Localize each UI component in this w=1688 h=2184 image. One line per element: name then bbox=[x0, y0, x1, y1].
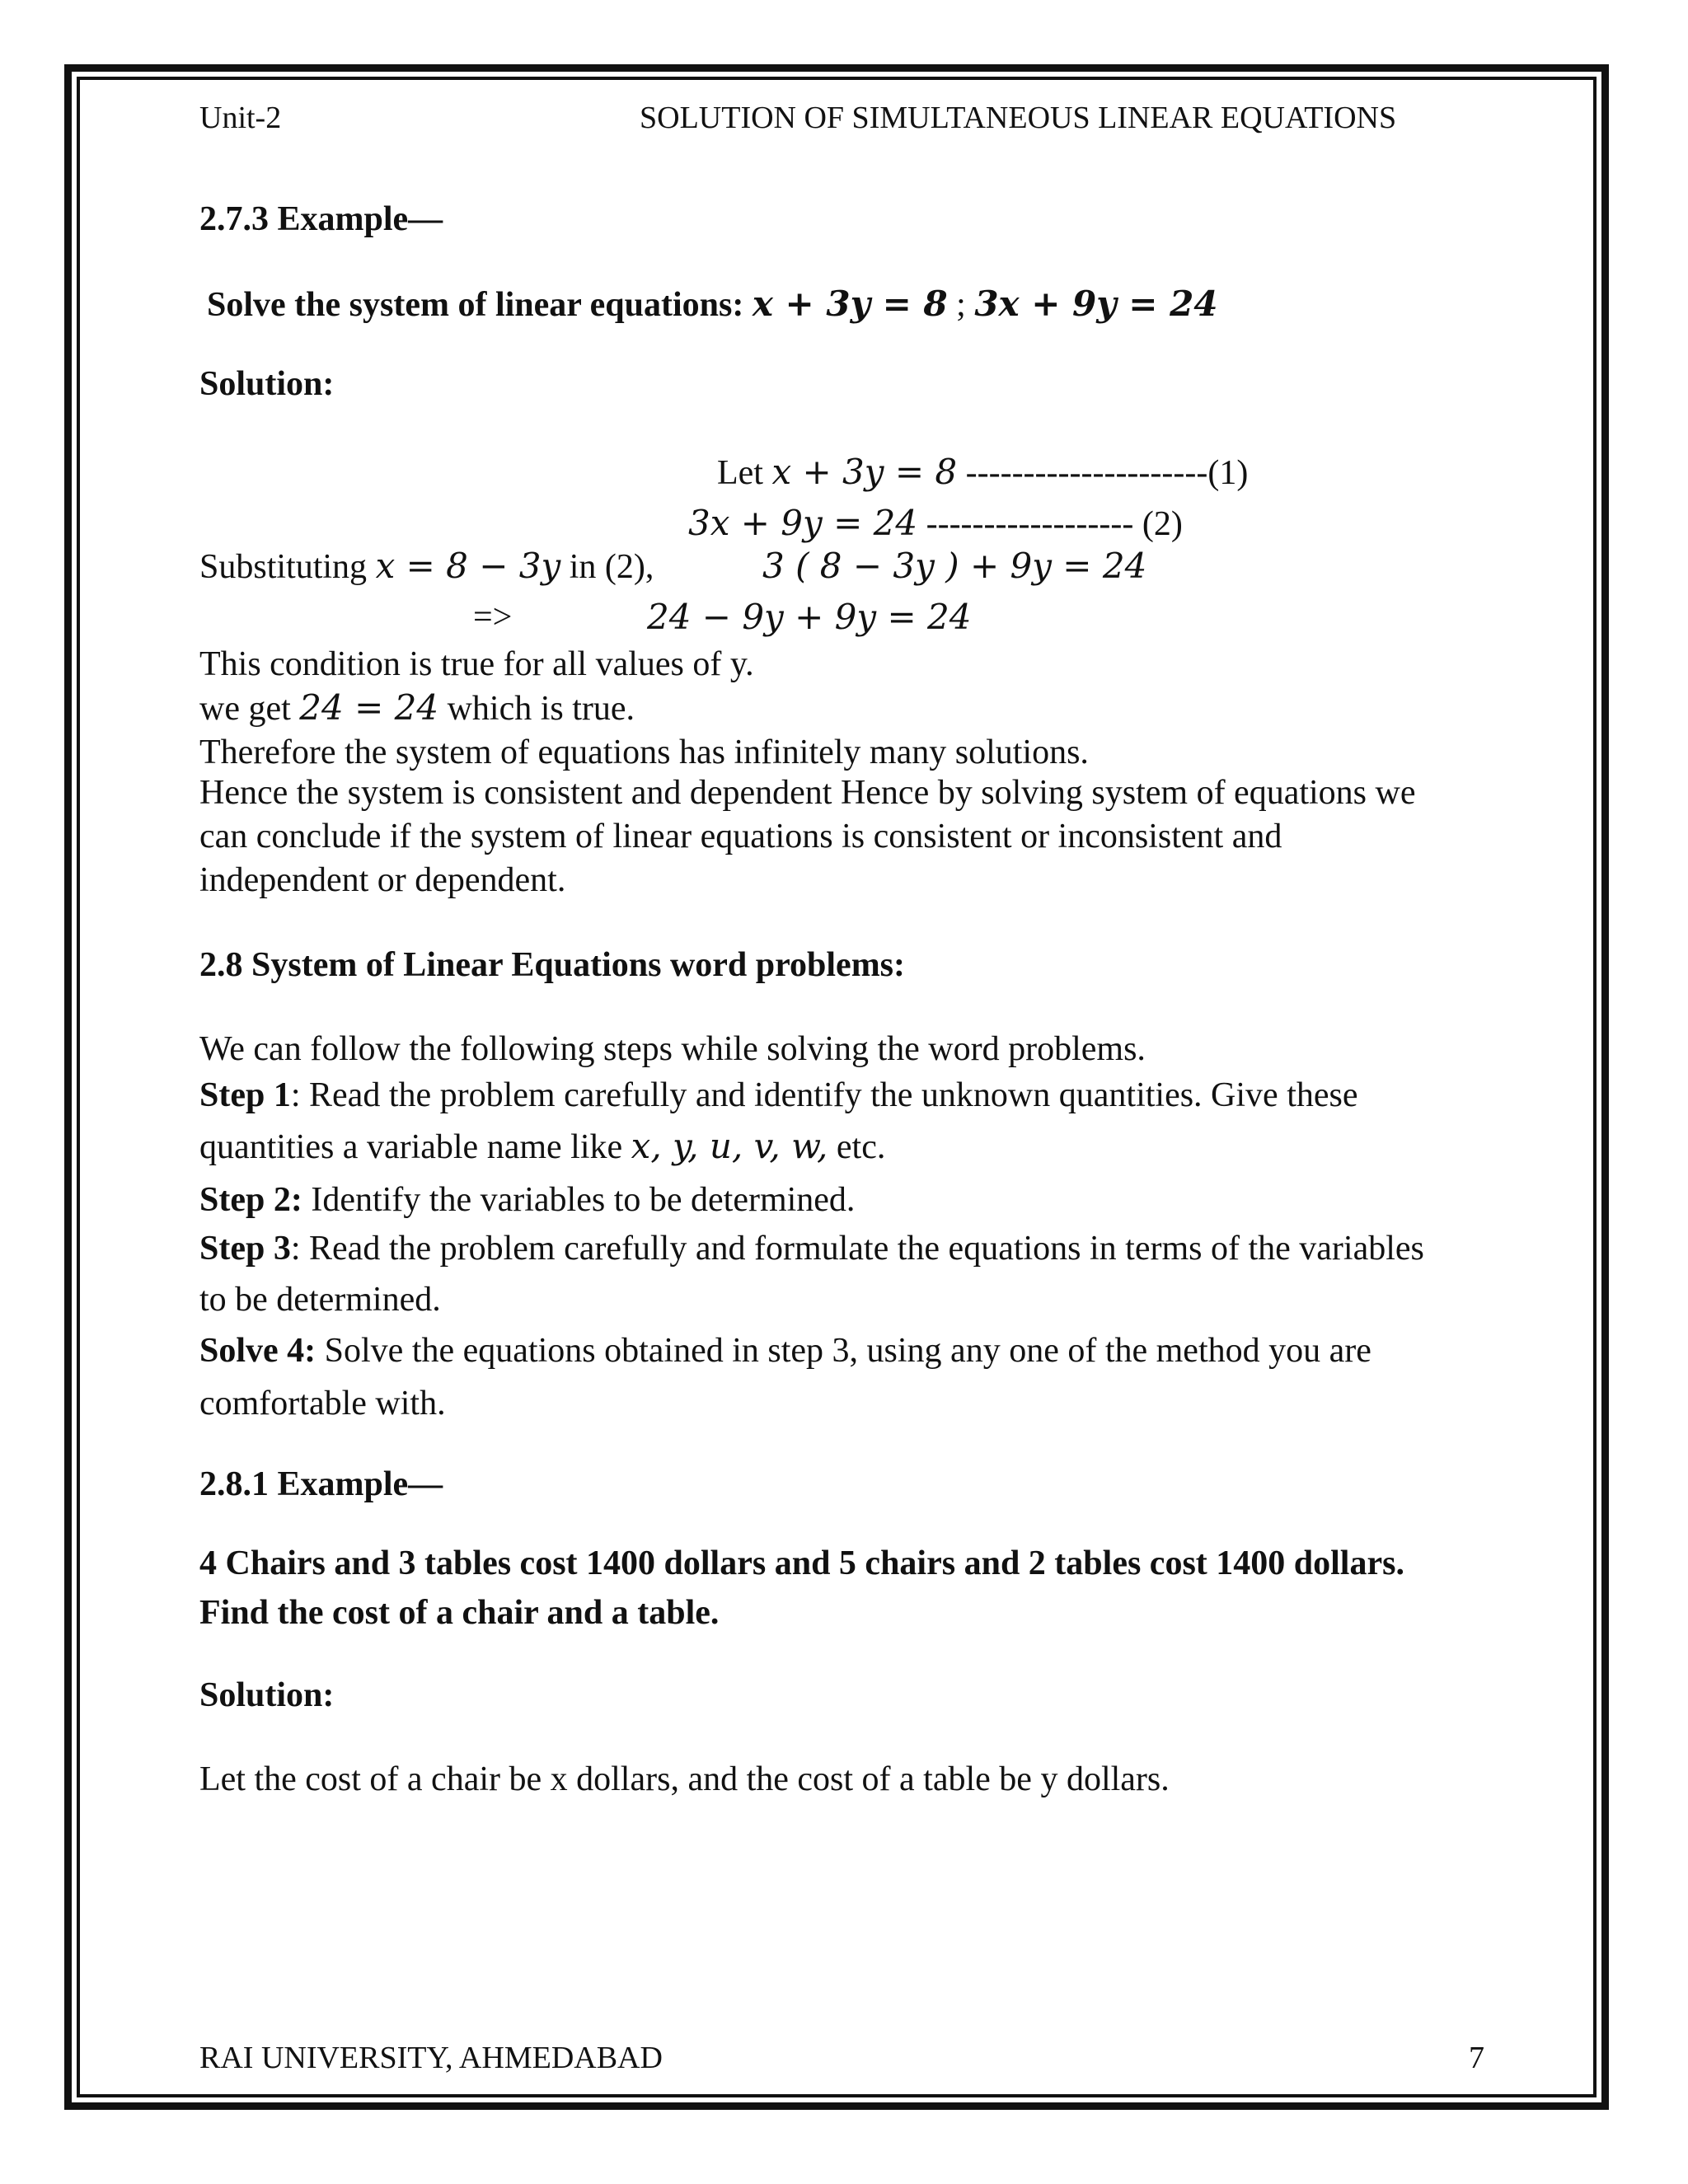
problem-separator: ; bbox=[956, 286, 966, 324]
step-4 bbox=[199, 1324, 1452, 1430]
we-get-line bbox=[199, 687, 635, 728]
substitution-line bbox=[199, 546, 654, 586]
section-28-heading: 2.8 System of Linear Equations word problems: bbox=[199, 946, 906, 984]
example-273-heading: 2.7.3 Example— bbox=[199, 200, 443, 238]
example-281-heading: 2.8.1 Example— bbox=[199, 1465, 443, 1503]
step-1-vars: x, y, u, v, w, bbox=[631, 1126, 828, 1166]
step-1-text: : Read the problem carefully and identify the unknown quantities. Give these quantities a variable name like bbox=[199, 1076, 1358, 1166]
subst-in: in (2), bbox=[569, 548, 654, 586]
implies-arrow: => bbox=[473, 598, 513, 636]
we-get-eq: 24 = 24 bbox=[299, 687, 439, 728]
example-281-problem: 4 Chairs and 3 tables cost 1400 dollars and 5 chairs and 2 tables cost 1400 dollars. Find the cost of a chair and a table. bbox=[199, 1544, 1404, 1632]
subst-word: Substituting bbox=[199, 548, 368, 586]
solution-label-2: Solution: bbox=[199, 1676, 335, 1714]
page-number: 7 bbox=[1469, 2041, 1484, 2075]
solution-label-1: Solution: bbox=[199, 365, 335, 403]
eq2-expr: 3x + 9y = 24 bbox=[688, 503, 918, 543]
therefore-line: Therefore the system of equations has infinitely many solutions. bbox=[199, 733, 1089, 771]
step-2-label: Step 2: bbox=[199, 1181, 302, 1219]
let-equation-line bbox=[717, 452, 1249, 492]
step-2-text: Identify the variables to be determined. bbox=[302, 1181, 856, 1219]
header-unit: Unit-2 bbox=[199, 101, 282, 135]
step-4-text: Solve the equations obtained in step 3, using any one of the method you are comfortable with. bbox=[199, 1332, 1372, 1422]
step-1-tail: etc. bbox=[828, 1128, 886, 1166]
eq2-line bbox=[688, 503, 1183, 543]
let-tag: ---------------------(1) bbox=[965, 454, 1249, 492]
we-get-suffix: which is true. bbox=[447, 690, 635, 728]
step-3 bbox=[199, 1223, 1452, 1325]
problem-eq1: x + 3y = 8 bbox=[752, 284, 948, 324]
section-28-intro: We can follow the following steps while solving the word problems. bbox=[199, 1030, 1146, 1068]
problem-prefix: Solve the system of linear equations: bbox=[207, 286, 744, 324]
eq2-tag: ------------------ (2) bbox=[926, 505, 1183, 543]
step-1 bbox=[199, 1070, 1452, 1173]
condition-line: This condition is true for all values of y. bbox=[199, 645, 754, 683]
substitution-result: 3 ( 8 − 3y ) + 9y = 24 bbox=[762, 546, 1147, 586]
example-281-let: Let the cost of a chair be x dollars, and the cost of a table be y dollars. bbox=[199, 1760, 1170, 1798]
footer-university: RAI UNIVERSITY, AHMEDABAD bbox=[199, 2041, 663, 2075]
we-get-prefix: we get bbox=[199, 690, 291, 728]
problem-eq2: 3x + 9y = 24 bbox=[974, 284, 1218, 324]
let-eq: x + 3y = 8 bbox=[771, 452, 958, 492]
step-3-label: Step 3 bbox=[199, 1230, 291, 1268]
conclusion-paragraph: Hence the system is consistent and dependent Hence by solving system of equations we can conclude if the system of linear equations is consistent or inconsistent and independent or dependent. bbox=[199, 774, 1416, 899]
step-2 bbox=[199, 1183, 855, 1217]
subst-expr: x = 8 − 3y bbox=[375, 546, 561, 586]
header-title: SOLUTION OF SIMULTANEOUS LINEAR EQUATIONS bbox=[640, 101, 1397, 135]
step-3-text: : Read the problem carefully and formulate the equations in terms of the variables to be determined. bbox=[199, 1230, 1424, 1319]
step-1-label: Step 1 bbox=[199, 1076, 291, 1114]
step-4-label: Solve 4: bbox=[199, 1332, 316, 1370]
simplified-equation: 24 − 9y + 9y = 24 bbox=[647, 597, 972, 637]
example-273-problem bbox=[207, 284, 1218, 324]
let-word: Let bbox=[717, 454, 763, 492]
